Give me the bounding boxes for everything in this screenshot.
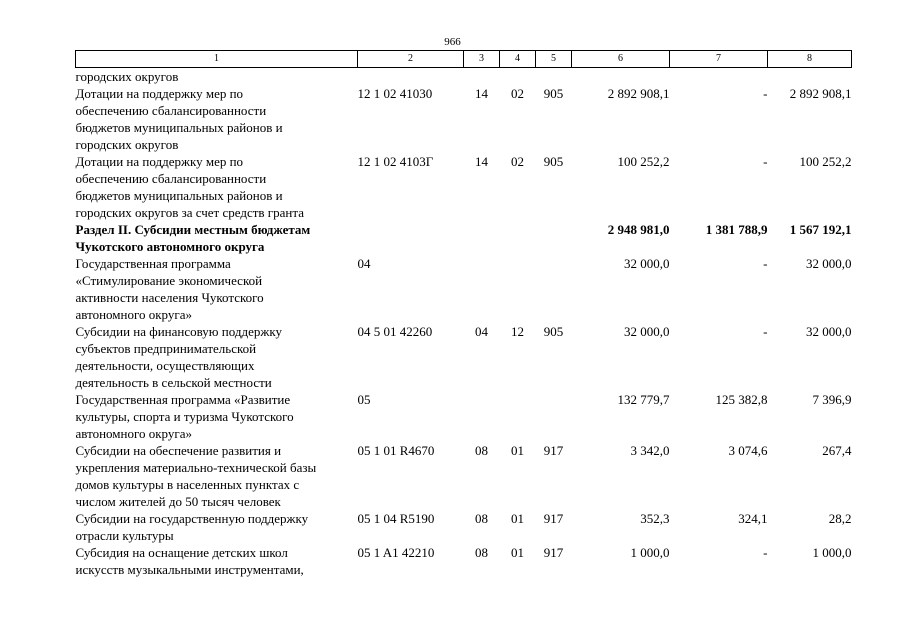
row-federal-amount: - [763, 86, 768, 101]
row-total-amount: 2 948 981,0 [607, 222, 670, 237]
table-body [76, 68, 852, 579]
table-row [76, 442, 852, 510]
row-code: 12 1 02 41030 [357, 86, 433, 101]
table-row [76, 323, 852, 391]
row-section-code: 08 [475, 545, 488, 560]
table-row [76, 255, 852, 323]
row-name: Субсидии на финансовую поддержку субъектов предпринимательской деятельности, осуществляющих деятельность в сельской местности [75, 324, 282, 390]
row-regional-amount: 28,2 [828, 511, 852, 526]
row-admin-code [536, 391, 572, 442]
row-code: 04 [357, 256, 371, 271]
row-federal-amount: - [763, 256, 768, 271]
row-code: 12 1 02 4103Г [357, 154, 434, 169]
row-section-code: 14 [475, 154, 488, 169]
header-col-5: 5 [536, 51, 572, 68]
row-admin-code: 905 [543, 86, 564, 101]
row-section-code: 04 [475, 324, 488, 339]
row-section-code [464, 391, 500, 442]
row-total-amount: 32 000,0 [624, 324, 670, 339]
row-regional-amount: 7 396,9 [812, 392, 852, 407]
column-number-header-row [76, 51, 852, 68]
row-federal-amount: 1 381 788,9 [705, 222, 768, 237]
row-total-amount: 3 342,0 [630, 443, 670, 458]
row-admin-code: 905 [543, 154, 564, 169]
row-section-code [464, 255, 500, 323]
table-row [76, 68, 852, 86]
row-name: Субсидии на обеспечение развития и укрепления материально-технической базы домов культуры в населенных пунктах с числом жителей до 50 тысяч человек [75, 443, 317, 509]
row-federal-amount: - [763, 154, 768, 169]
row-total-amount: 32 000,0 [624, 256, 670, 271]
row-subsection-code: 12 [511, 324, 524, 339]
row-name: Дотации на поддержку мер по обеспечению сбалансированности бюджетов муниципальных районов и городских округов [75, 86, 283, 152]
row-admin-code: 905 [543, 324, 564, 339]
row-code: 04 5 01 42260 [357, 324, 433, 339]
row-total-amount: 352,3 [640, 511, 670, 526]
row-total-amount: 132 779,7 [617, 392, 670, 407]
row-section-code: 08 [475, 443, 488, 458]
row-name: Государственная программа «Стимулирование экономической активности населения Чукотского автономного округа» [75, 256, 264, 322]
header-col-8: 8 [768, 51, 852, 68]
row-admin-code: 917 [543, 545, 564, 560]
row-name: городских округов [75, 69, 179, 84]
row-subsection-code [500, 221, 536, 255]
row-code: 05 1 01 R4670 [357, 443, 435, 458]
table-row [76, 85, 852, 153]
row-subsection-code [500, 68, 536, 86]
row-name: Государственная программа «Развитие культуры, спорта и туризма Чукотского автономного округа» [75, 392, 294, 441]
row-regional-amount: 2 892 908,1 [789, 86, 852, 101]
row-code: 05 1 A1 42210 [357, 545, 435, 560]
row-subsection-code: 01 [511, 443, 524, 458]
row-code: 05 [357, 392, 371, 407]
row-admin-code [536, 221, 572, 255]
header-col-4: 4 [500, 51, 536, 68]
row-section-code [464, 68, 500, 86]
row-regional-amount: 32 000,0 [806, 324, 852, 339]
row-admin-code: 917 [543, 443, 564, 458]
row-name: Субсидии на государственную поддержку отрасли культуры [75, 511, 309, 543]
row-regional-amount: 32 000,0 [806, 256, 852, 271]
row-section-code: 14 [475, 86, 488, 101]
row-regional-amount: 267,4 [822, 443, 852, 458]
table-row [76, 510, 852, 544]
row-federal-amount: - [763, 545, 768, 560]
row-name: Дотации на поддержку мер по обеспечению сбалансированности бюджетов муниципальных районов и городских округов за счет средств гранта [75, 154, 304, 220]
row-regional-amount: 1 567 192,1 [789, 222, 852, 237]
row-admin-code: 917 [543, 511, 564, 526]
row-code: 05 1 04 R5190 [357, 511, 435, 526]
row-total-amount: 2 892 908,1 [607, 86, 670, 101]
row-regional-amount: 100 252,2 [799, 154, 852, 169]
row-subsection-code [500, 255, 536, 323]
row-subsection-code [500, 391, 536, 442]
header-col-7: 7 [670, 51, 768, 68]
header-col-3: 3 [464, 51, 500, 68]
header-col-2: 2 [358, 51, 464, 68]
row-code [358, 221, 464, 255]
table-row [76, 544, 852, 578]
header-col-1: 1 [76, 51, 358, 68]
row-subsection-code: 01 [511, 545, 524, 560]
row-section-code: 08 [475, 511, 488, 526]
table-row [76, 391, 852, 442]
row-admin-code [536, 68, 572, 86]
row-federal-amount: 3 074,6 [728, 443, 768, 458]
row-admin-code [536, 255, 572, 323]
header-col-6: 6 [572, 51, 670, 68]
row-subsection-code: 01 [511, 511, 524, 526]
row-total-amount: 1 000,0 [630, 545, 670, 560]
row-name: Раздел II. Субсидии местным бюджетам Чукотского автономного округа [75, 222, 311, 254]
row-federal-amount: - [763, 324, 768, 339]
row-code [358, 68, 464, 86]
row-regional-amount [768, 68, 852, 86]
row-name: Субсидия на оснащение детских школ искусств музыкальными инструментами, [75, 545, 304, 577]
row-total-amount [572, 68, 670, 86]
table-row [76, 221, 852, 255]
row-section-code [464, 221, 500, 255]
page-number: 966 [444, 36, 461, 48]
row-federal-amount [670, 68, 768, 86]
row-federal-amount: 324,1 [738, 511, 768, 526]
row-regional-amount: 1 000,0 [812, 545, 852, 560]
row-federal-amount: 125 382,8 [715, 392, 768, 407]
row-subsection-code: 02 [511, 86, 524, 101]
row-subsection-code: 02 [511, 154, 524, 169]
row-total-amount: 100 252,2 [617, 154, 670, 169]
table-row [76, 153, 852, 221]
budget-table [75, 50, 852, 578]
